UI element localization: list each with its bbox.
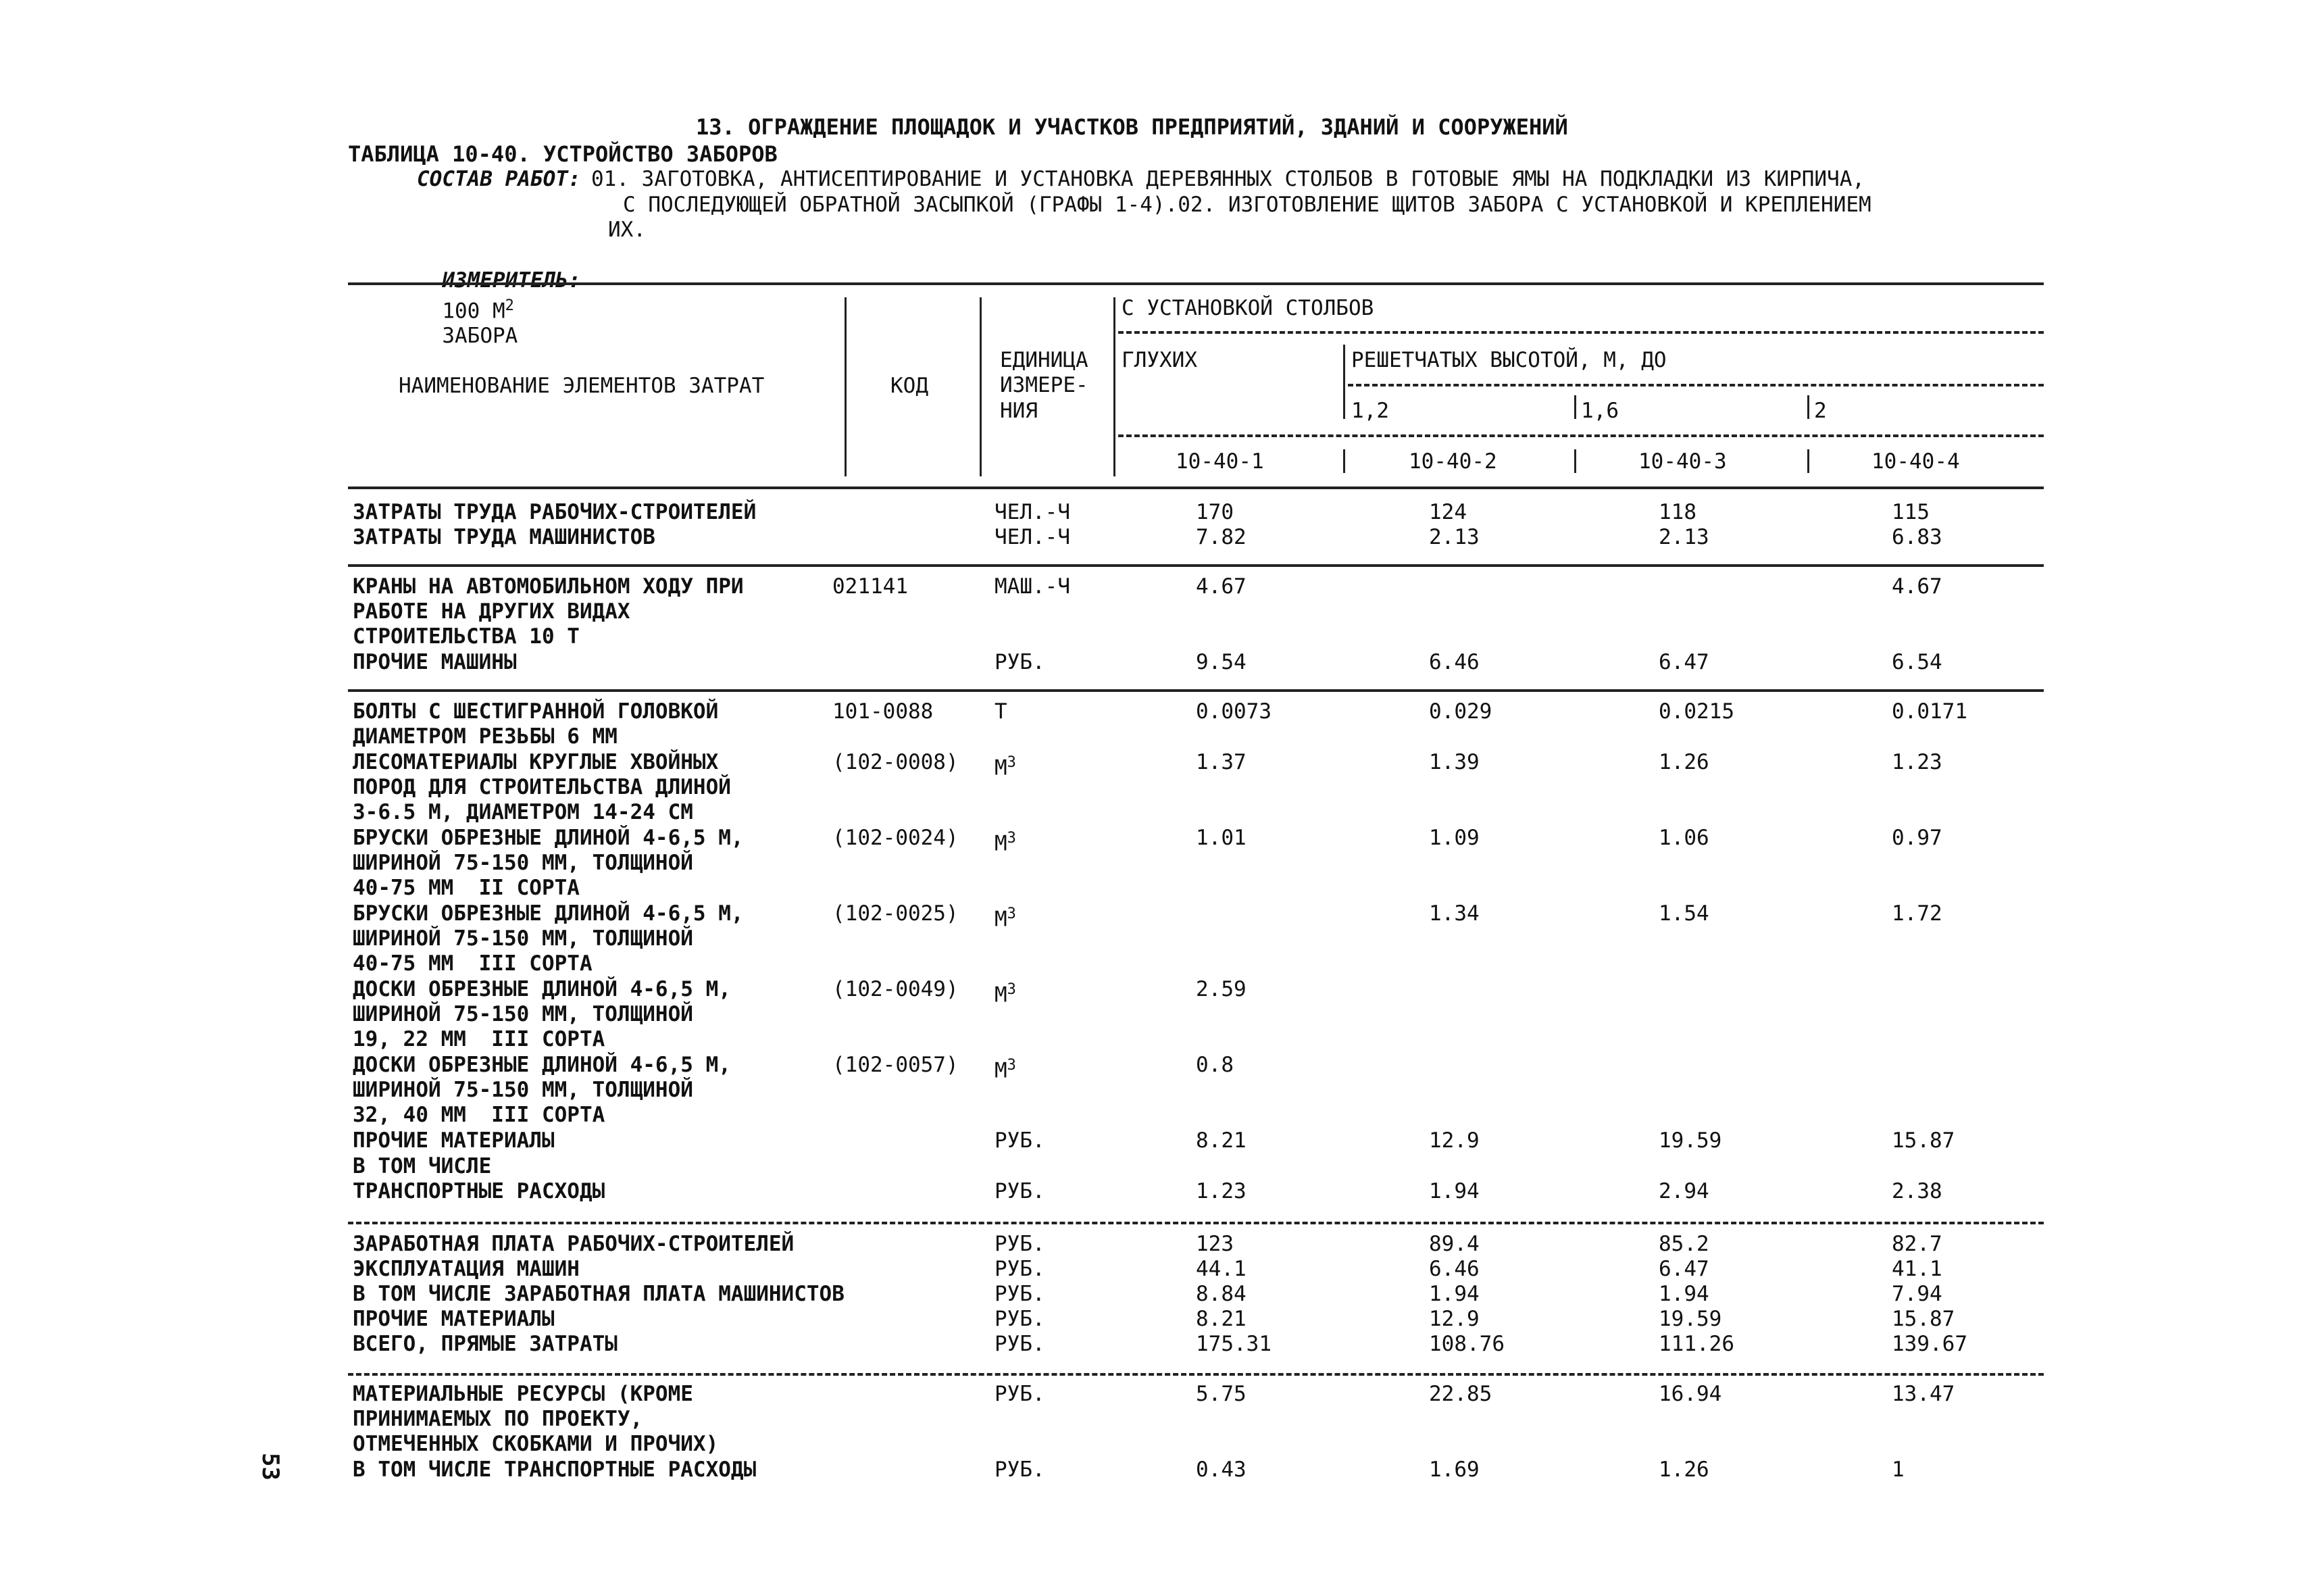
row-name: ЗАТРАТЫ ТРУДА РАБОЧИХ-СТРОИТЕЛЕЙ <box>353 500 757 524</box>
row-value-col-3: 6.47 <box>1659 1257 1709 1281</box>
row-value-col-4: 15.87 <box>1892 1128 1955 1153</box>
row-unit-text: РУБ. <box>995 1257 1045 1281</box>
row-value-col-4: 1.72 <box>1892 901 1942 926</box>
row-name: 40-75 ММ III СОРТА <box>353 951 593 976</box>
row-name: РАБОТЕ НА ДРУГИХ ВИДАХ <box>353 599 630 624</box>
header-top-rule <box>348 282 2044 285</box>
row-name: 40-75 ММ II СОРТА <box>353 876 580 900</box>
row-name: ДИАМЕТРОМ РЕЗЬБЫ 6 ММ <box>353 724 618 749</box>
row-value-col-3: 6.47 <box>1659 650 1709 674</box>
row-value-col-3: 1.26 <box>1659 1457 1709 1482</box>
row-value-col-4: 139.67 <box>1892 1332 1967 1356</box>
meter-sup: 2 <box>505 297 514 314</box>
row-value-col-4: 41.1 <box>1892 1257 1942 1281</box>
row-name: ЛЕСОМАТЕРИАЛЫ КРУГЛЫЕ ХВОЙНЫХ <box>353 750 719 774</box>
header-c1: 10-40-1 <box>1176 449 1264 474</box>
row-unit <box>995 574 1070 599</box>
header-rule-3 <box>1118 434 2044 437</box>
header-c3: 10-40-3 <box>1638 449 1727 474</box>
row-value-col-3: 19.59 <box>1659 1307 1722 1331</box>
row-code: (102-0008) <box>832 750 959 774</box>
row-unit-text: М <box>995 907 1007 932</box>
row-value-col-1: 8.21 <box>1196 1307 1247 1331</box>
row-code: (102-0024) <box>832 826 959 850</box>
row-name: ПРОЧИЕ МАТЕРИАЛЫ <box>353 1307 555 1331</box>
row-value-col-1: 2.59 <box>1196 977 1247 1001</box>
row-unit-text: РУБ. <box>995 1128 1045 1153</box>
row-code: (102-0049) <box>832 977 959 1001</box>
row-unit-sup: 3 <box>1007 830 1016 847</box>
row-name: В ТОМ ЧИСЛЕ <box>353 1154 492 1178</box>
row-unit <box>995 1257 1045 1282</box>
row-value-col-1: 175.31 <box>1196 1332 1272 1356</box>
row-value-col-2: 2.13 <box>1429 525 1480 549</box>
header-unit-3: НИЯ <box>1000 399 1038 423</box>
work-composition-line-2: С ПОСЛЕДУЮЩЕЙ ОБРАТНОЙ ЗАСЫПКОЙ (ГРАФЫ 1-4).02. ИЗГОТОВЛЕНИЕ ЩИТОВ ЗАБОРА С УСТАНОВКОЙ И КРЕПЛЕНИЕМ <box>623 193 1871 217</box>
code-divider-1 <box>1343 449 1345 473</box>
row-unit-sup: 3 <box>1007 905 1016 922</box>
row-value-col-1: 7.82 <box>1196 525 1247 549</box>
row-unit-text: МАШ.-Ч <box>995 574 1070 599</box>
row-name: 32, 40 ММ III СОРТА <box>353 1103 605 1127</box>
row-value-col-3: 85.2 <box>1659 1232 1709 1256</box>
group-rule-4 <box>348 1373 2044 1376</box>
row-unit-text: РУБ. <box>995 1282 1045 1306</box>
row-value-col-1: 4.67 <box>1196 574 1247 599</box>
row-value-col-2: 1.94 <box>1429 1282 1480 1306</box>
row-name: ПОРОД ДЛЯ СТРОИТЕЛЬСТВА ДЛИНОЙ <box>353 775 731 799</box>
row-name: ШИРИНОЙ 75-150 ММ, ТОЛЩИНОЙ <box>353 851 693 875</box>
row-value-col-1: 8.84 <box>1196 1282 1247 1306</box>
row-unit-sup: 3 <box>1007 754 1016 771</box>
row-value-col-3: 2.13 <box>1659 525 1709 549</box>
row-unit-text: М <box>995 982 1007 1007</box>
row-value-col-4: 1.23 <box>1892 750 1942 774</box>
row-name: ОТМЕЧЕННЫХ СКОБКАМИ И ПРОЧИХ) <box>353 1432 719 1456</box>
row-name: В ТОМ ЧИСЛЕ ТРАНСПОРТНЫЕ РАСХОДЫ <box>353 1457 757 1482</box>
row-value-col-4: 2.38 <box>1892 1179 1942 1203</box>
header-with-posts: С УСТАНОВКОЙ СТОЛБОВ <box>1122 296 1374 320</box>
row-unit-text: РУБ. <box>995 1457 1045 1482</box>
work-composition-line-3: ИХ. <box>608 218 646 242</box>
row-name: ШИРИНОЙ 75-150 ММ, ТОЛЩИНОЙ <box>353 1002 693 1026</box>
group-rule-3 <box>348 1222 2044 1224</box>
row-value-col-2: 12.9 <box>1429 1128 1480 1153</box>
header-h2: 1,6 <box>1581 399 1619 423</box>
table-title: ТАБЛИЦА 10-40. УСТРОЙСТВО ЗАБОРОВ <box>348 141 778 167</box>
header-divider-h2 <box>1574 395 1576 419</box>
row-value-col-4: 82.7 <box>1892 1232 1942 1256</box>
row-name: В ТОМ ЧИСЛЕ ЗАРАБОТНАЯ ПЛАТА МАШИНИСТОВ <box>353 1282 845 1306</box>
section-title: 13. ОГРАЖДЕНИЕ ПЛОЩАДОК И УЧАСТКОВ ПРЕДПРИЯТИЙ, ЗДАНИЙ И СООРУЖЕНИЙ <box>696 114 1568 140</box>
header-h3: 2 <box>1814 399 1827 423</box>
row-unit-text: РУБ. <box>995 1332 1045 1356</box>
row-unit-text: М <box>995 755 1007 780</box>
row-value-col-2: 6.46 <box>1429 1257 1480 1281</box>
header-divider-h3 <box>1807 395 1809 419</box>
row-unit <box>995 1179 1045 1204</box>
row-name: ШИРИНОЙ 75-150 ММ, ТОЛЩИНОЙ <box>353 926 693 951</box>
row-value-col-2: 0.029 <box>1429 699 1492 724</box>
row-value-col-2: 1.39 <box>1429 750 1480 774</box>
row-name: БРУСКИ ОБРЕЗНЫЕ ДЛИНОЙ 4-6,5 М, <box>353 826 744 850</box>
row-value-col-1: 0.43 <box>1196 1457 1247 1482</box>
header-rule-2 <box>1348 384 2044 386</box>
row-unit-sup: 3 <box>1007 1057 1016 1074</box>
row-unit-text: М <box>995 1058 1007 1083</box>
row-name: 19, 22 ММ III СОРТА <box>353 1027 605 1051</box>
row-value-col-4: 6.54 <box>1892 650 1942 674</box>
page-number: 53 <box>257 1453 284 1480</box>
row-value-col-2: 12.9 <box>1429 1307 1480 1331</box>
row-name: ШИРИНОЙ 75-150 ММ, ТОЛЩИНОЙ <box>353 1078 693 1102</box>
row-value-col-4: 6.83 <box>1892 525 1942 549</box>
header-code: КОД <box>890 374 928 398</box>
row-value-col-3: 1.54 <box>1659 901 1709 926</box>
row-value-col-4: 1 <box>1892 1457 1905 1482</box>
row-unit <box>995 977 1016 1007</box>
col-divider-code <box>845 297 847 476</box>
row-unit-text: РУБ. <box>995 1232 1045 1256</box>
row-unit <box>995 1053 1016 1083</box>
row-unit <box>995 1128 1045 1153</box>
header-divider-lattice <box>1343 345 1345 419</box>
row-name: СТРОИТЕЛЬСТВА 10 Т <box>353 624 580 649</box>
row-value-col-1: 0.8 <box>1196 1053 1234 1077</box>
row-name: 3-6.5 М, ДИАМЕТРОМ 14-24 СМ <box>353 800 693 824</box>
row-value-col-4: 0.0171 <box>1892 699 1967 724</box>
row-unit-text: М <box>995 831 1007 856</box>
row-value-col-2: 1.09 <box>1429 826 1480 850</box>
row-name: ТРАНСПОРТНЫЕ РАСХОДЫ <box>353 1179 605 1203</box>
row-name: ЭКСПЛУАТАЦИЯ МАШИН <box>353 1257 580 1281</box>
row-value-col-4: 15.87 <box>1892 1307 1955 1331</box>
row-unit <box>995 1457 1045 1482</box>
row-unit <box>995 1382 1045 1407</box>
row-name: ПРОЧИЕ МАТЕРИАЛЫ <box>353 1128 555 1153</box>
row-code: (102-0057) <box>832 1053 959 1077</box>
row-value-col-1: 0.0073 <box>1196 699 1272 724</box>
row-unit <box>995 1332 1045 1357</box>
meter-value: 100 М <box>442 299 505 324</box>
header-unit-1: ЕДИНИЦА <box>1000 348 1088 372</box>
row-value-col-1: 5.75 <box>1196 1382 1247 1406</box>
row-value-col-1: 123 <box>1196 1232 1234 1256</box>
meter-unit: ЗАБОРА <box>442 324 518 349</box>
row-value-col-1: 170 <box>1196 500 1234 524</box>
work-composition-line-1: 01. ЗАГОТОВКА, АНТИСЕПТИРОВАНИЕ И УСТАНОВКА ДЕРЕВЯННЫХ СТОЛБОВ В ГОТОВЫЕ ЯМЫ НА ПОДКЛАДКИ ИЗ КИРПИЧА, <box>591 167 1865 191</box>
row-unit <box>995 1307 1045 1332</box>
header-bottom-rule <box>348 487 2044 489</box>
row-code: (102-0025) <box>832 901 959 926</box>
row-value-col-1: 44.1 <box>1196 1257 1247 1281</box>
row-unit <box>995 826 1016 856</box>
row-unit <box>995 525 1070 550</box>
row-value-col-1: 9.54 <box>1196 650 1247 674</box>
code-divider-3 <box>1807 449 1809 473</box>
row-unit <box>995 1232 1045 1257</box>
row-name: КРАНЫ НА АВТОМОБИЛЬНОМ ХОДУ ПРИ <box>353 574 744 599</box>
row-value-col-3: 118 <box>1659 500 1696 524</box>
row-value-col-2: 1.34 <box>1429 901 1480 926</box>
row-value-col-2: 108.76 <box>1429 1332 1505 1356</box>
row-value-col-3: 1.94 <box>1659 1282 1709 1306</box>
row-value-col-1: 1.37 <box>1196 750 1247 774</box>
row-code: 101-0088 <box>832 699 934 724</box>
header-blind: ГЛУХИХ <box>1122 348 1197 372</box>
row-name: БРУСКИ ОБРЕЗНЫЕ ДЛИНОЙ 4-6,5 М, <box>353 901 744 926</box>
row-unit-text: РУБ. <box>995 1307 1045 1331</box>
row-unit-text: РУБ. <box>995 650 1045 674</box>
row-unit-sup: 3 <box>1007 981 1016 998</box>
row-name: ВСЕГО, ПРЯМЫЕ ЗАТРАТЫ <box>353 1332 618 1356</box>
row-unit-text: Т <box>995 699 1007 724</box>
row-value-col-3: 16.94 <box>1659 1382 1722 1406</box>
row-value-col-2: 1.94 <box>1429 1179 1480 1203</box>
row-value-col-3: 1.26 <box>1659 750 1709 774</box>
row-name: ЗАРАБОТНАЯ ПЛАТА РАБОЧИХ-СТРОИТЕЛЕЙ <box>353 1232 795 1256</box>
group-rule-1 <box>348 564 2044 567</box>
row-value-col-2: 22.85 <box>1429 1382 1492 1406</box>
row-name: ДОСКИ ОБРЕЗНЫЕ ДЛИНОЙ 4-6,5 М, <box>353 1053 731 1077</box>
row-value-col-3: 0.0215 <box>1659 699 1734 724</box>
row-unit <box>995 699 1007 724</box>
row-name: МАТЕРИАЛЬНЫЕ РЕСУРСЫ (КРОМЕ <box>353 1382 693 1406</box>
row-name: ПРИНИМАЕМЫХ ПО ПРОЕКТУ, <box>353 1407 643 1431</box>
row-name: ПРОЧИЕ МАШИНЫ <box>353 650 517 674</box>
row-name: ЗАТРАТЫ ТРУДА МАШИНИСТОВ <box>353 525 655 549</box>
header-name: НАИМЕНОВАНИЕ ЭЛЕМЕНТОВ ЗАТРАТ <box>399 374 765 398</box>
header-unit-2: ИЗМЕРЕ- <box>1000 373 1088 397</box>
row-code: 021141 <box>832 574 908 599</box>
row-value-col-4: 4.67 <box>1892 574 1942 599</box>
row-value-col-1: 1.23 <box>1196 1179 1247 1203</box>
row-value-col-1: 1.01 <box>1196 826 1247 850</box>
work-composition-label: СОСТАВ РАБОТ: <box>417 167 581 191</box>
row-unit <box>995 650 1045 675</box>
row-value-col-4: 0.97 <box>1892 826 1942 850</box>
code-divider-2 <box>1574 449 1576 473</box>
row-unit-text: РУБ. <box>995 1382 1045 1406</box>
row-value-col-4: 7.94 <box>1892 1282 1942 1306</box>
group-rule-2 <box>348 689 2044 692</box>
row-value-col-2: 6.46 <box>1429 650 1480 674</box>
row-unit <box>995 901 1016 932</box>
row-value-col-3: 2.94 <box>1659 1179 1709 1203</box>
header-lattice: РЕШЕТЧАТЫХ ВЫСОТОЙ, М, ДО <box>1351 348 1667 372</box>
header-rule-1 <box>1118 331 2044 334</box>
row-unit <box>995 500 1070 525</box>
meter-line <box>417 243 581 349</box>
row-value-col-1: 8.21 <box>1196 1128 1247 1153</box>
row-value-col-2: 124 <box>1429 500 1467 524</box>
row-value-col-2: 89.4 <box>1429 1232 1480 1256</box>
row-value-col-3: 19.59 <box>1659 1128 1722 1153</box>
row-value-col-4: 13.47 <box>1892 1382 1955 1406</box>
row-unit-text: ЧЕЛ.-Ч <box>995 525 1070 549</box>
header-h1: 1,2 <box>1351 399 1389 423</box>
meter-label: ИЗМЕРИТЕЛЬ: <box>442 268 581 293</box>
row-unit-text: РУБ. <box>995 1179 1045 1203</box>
header-c2: 10-40-2 <box>1409 449 1497 474</box>
row-value-col-3: 111.26 <box>1659 1332 1734 1356</box>
row-unit <box>995 750 1016 780</box>
row-unit-text: ЧЕЛ.-Ч <box>995 500 1070 524</box>
col-divider-unit <box>980 297 982 476</box>
row-name: ДОСКИ ОБРЕЗНЫЕ ДЛИНОЙ 4-6,5 М, <box>353 977 731 1001</box>
row-value-col-4: 115 <box>1892 500 1930 524</box>
header-c4: 10-40-4 <box>1871 449 1960 474</box>
row-value-col-2: 1.69 <box>1429 1457 1480 1482</box>
row-unit <box>995 1282 1045 1307</box>
row-value-col-3: 1.06 <box>1659 826 1709 850</box>
row-name: БОЛТЫ С ШЕСТИГРАННОЙ ГОЛОВКОЙ <box>353 699 719 724</box>
col-divider-values <box>1113 297 1115 476</box>
